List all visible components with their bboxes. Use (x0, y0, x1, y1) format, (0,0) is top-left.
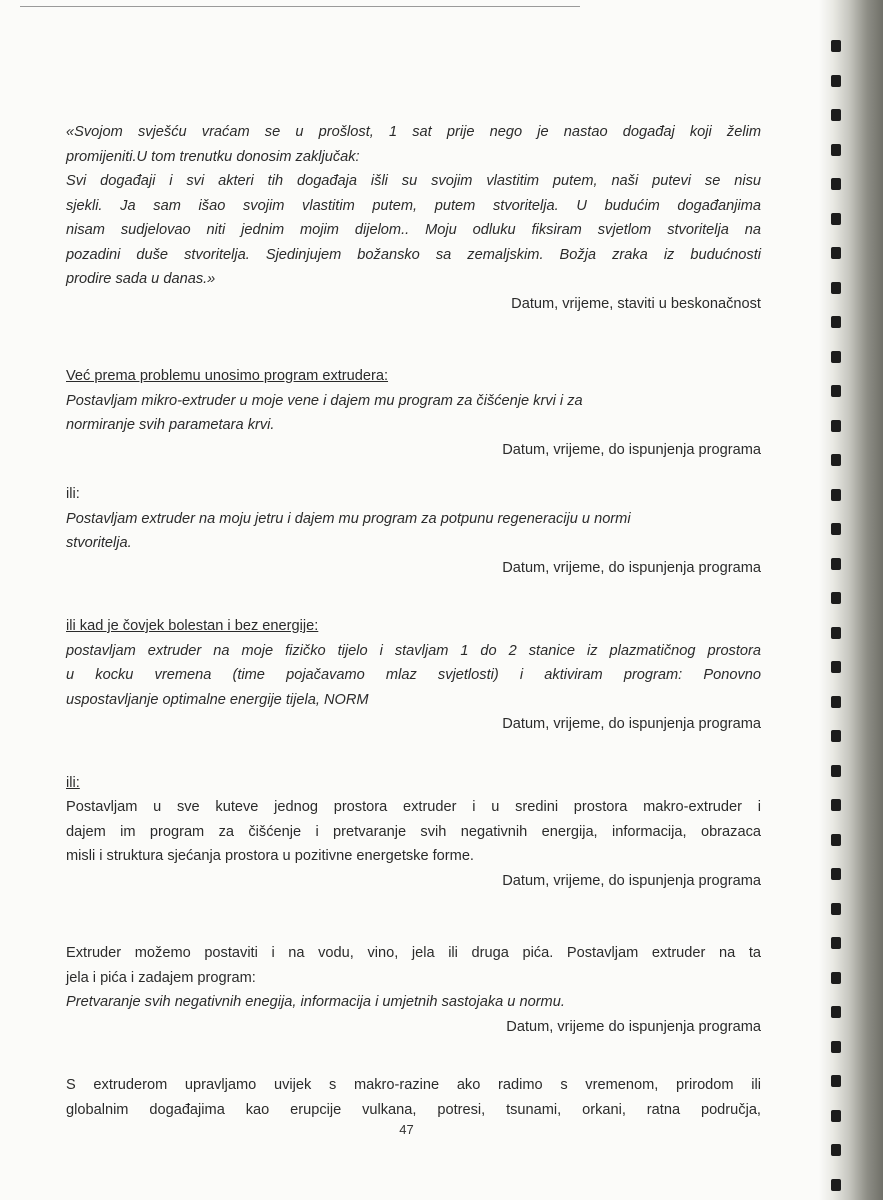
section-line: Extruder možemo postaviti i na vodu, vino, jela ili druga pića. Postavljam extruder na ta (66, 945, 761, 961)
binding-ring (831, 627, 841, 639)
binding-ring (831, 661, 841, 673)
binding-ring (831, 765, 841, 777)
section-line: dajem im program za čišćenje i pretvaranje svih negativnih energija, informacija, obrazaca (66, 823, 761, 840)
page-body (66, 120, 761, 1122)
section-line: uspostavljanje optimalne energije tijela, NORM (66, 691, 369, 708)
binding-ring (831, 351, 841, 363)
binding-ring (831, 1075, 841, 1087)
binding-ring (831, 1144, 841, 1156)
section-5 (66, 941, 761, 1039)
binding-ring (831, 972, 841, 984)
section-date: Datum, vrijeme, do ispunjenja programa (502, 559, 761, 576)
binding-ring (831, 385, 841, 397)
section-line: postavljam extruder na moje fizičko tijelo i stavljam 1 do 2 stanice iz plazmatičnog prostora (66, 642, 761, 659)
section-line: normiranje svih parametara krvi. (66, 417, 275, 433)
section-3 (66, 614, 761, 737)
quote-line: promijeniti.U tom trenutku donosim zaključak: (66, 148, 360, 165)
section-line: stvoritelja. (66, 535, 132, 551)
quote-date: Datum, vrijeme, staviti u beskonačnost (511, 295, 761, 312)
section-line: Pretvaranje svih negativnih enegija, informacija i umjetnih sastojaka u normu. (66, 994, 565, 1010)
binding-ring (831, 282, 841, 294)
quote-line: nisam sudjelovao niti jednim mojim dijelom.. Moju odluku fiksiram svjetlom stvoritelja na (66, 222, 761, 238)
binding-ring (831, 903, 841, 915)
binding-ring (831, 454, 841, 466)
section-line: jela i pića i zadajem program: (66, 969, 256, 986)
binding-ring (831, 420, 841, 432)
binding-ring (831, 592, 841, 604)
section-heading: ili kad je čovjek bolestan i bez energije: (66, 618, 319, 634)
section-line: Postavljam extruder na moju jetru i dajem mu program za potpunu regeneraciju u normi (66, 510, 631, 527)
quote-line: pozadini duše stvoritelja. Sjedinjujem božansko sa zemaljskim. Božja zraka iz budućnosti (66, 246, 761, 263)
binding-ring (831, 730, 841, 742)
spiral-binding (819, 0, 883, 1200)
top-rule (20, 6, 580, 7)
binding-ring (831, 1110, 841, 1122)
binding-ring (831, 489, 841, 501)
page-number: 47 (399, 1122, 414, 1137)
quote-line: Svi događaji i svi akteri tih događaja išli su svojim vlastitim putem, naši putevi se nisu (66, 173, 761, 189)
section-date: Datum, vrijeme, do ispunjenja programa (502, 716, 761, 732)
section-heading: ili: (66, 774, 80, 791)
binding-ring (831, 523, 841, 535)
binding-ring (831, 1006, 841, 1018)
binding-ring (831, 247, 841, 259)
binding-ring (831, 937, 841, 949)
binding-ring (831, 834, 841, 846)
binding-ring (831, 75, 841, 87)
section-line: globalnim događajima kao erupcije vulkana, potresi, tsunami, orkani, ratna područja, (66, 1101, 761, 1118)
quote-line: «Svojom svješću vraćam se u prošlost, 1 sat prije nego je nastao događaj koji želim (66, 124, 761, 140)
section-4 (66, 771, 761, 894)
section-heading: ili: (66, 486, 80, 502)
binding-ring (831, 144, 841, 156)
quote-line: sjekli. Ja sam išao svojim vlastitim putem, putem stvoritelja. U budućim događanjima (66, 197, 761, 214)
section-date: Datum, vrijeme, do ispunjenja programa (502, 441, 761, 458)
section-date: Datum, vrijeme do ispunjenja programa (506, 1018, 761, 1035)
binding-ring (831, 213, 841, 225)
section-heading: Već prema problemu unosimo program extrudera: (66, 368, 389, 384)
section-line: Postavljam mikro-extruder u moje vene i dajem mu program za čišćenje krvi i za (66, 392, 583, 409)
binding-ring (831, 799, 841, 811)
section-6 (66, 1073, 761, 1122)
binding-ring (831, 1041, 841, 1053)
binding-ring (831, 40, 841, 52)
quote-block (66, 120, 761, 316)
binding-ring (831, 696, 841, 708)
binding-ring (831, 109, 841, 121)
section-line: u kocku vremena (time pojačavamo mlaz svjetlosti) i aktiviram program: Ponovno (66, 667, 761, 683)
section-2 (66, 482, 761, 580)
binding-ring (831, 178, 841, 190)
section-line: Postavljam u sve kuteve jednog prostora extruder i u sredini prostora makro-extruder i (66, 799, 761, 815)
section-1 (66, 364, 761, 462)
binding-ring (831, 316, 841, 328)
section-line: misli i struktura sjećanja prostora u pozitivne energetske forme. (66, 848, 474, 864)
section-date: Datum, vrijeme, do ispunjenja programa (502, 872, 761, 889)
binding-ring (831, 1179, 841, 1191)
binding-ring (831, 868, 841, 880)
quote-line: prodire sada u danas.» (66, 271, 216, 287)
binding-ring (831, 558, 841, 570)
section-line: S extruderom upravljamo uvijek s makro-razine ako radimo s vremenom, prirodom ili (66, 1077, 761, 1093)
